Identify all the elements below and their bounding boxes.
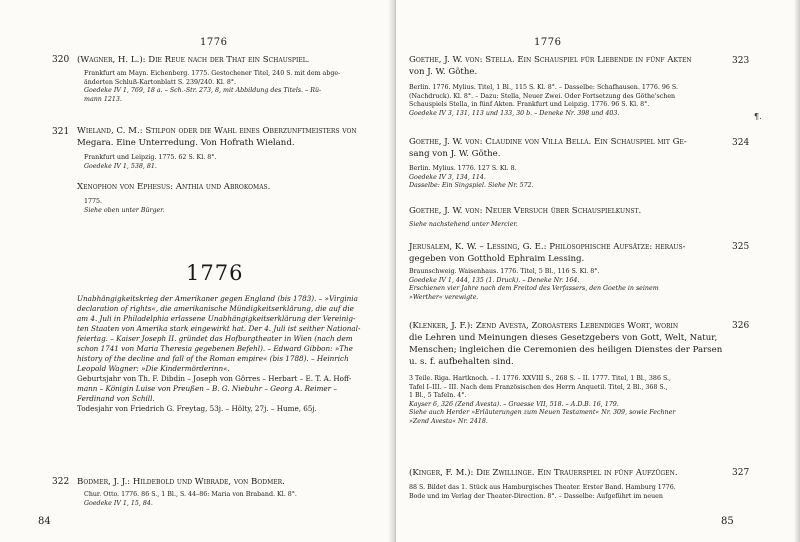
entry-number: 321	[52, 127, 70, 137]
entry-heading: Jerusalem, K. W. – Lessing, G. E.: Philosophische Aufsätze: heraus- gegeben von Gotthold Ephraim Lessing.	[409, 242, 686, 264]
entry-number: 323	[732, 56, 750, 66]
entry-number: 325	[732, 242, 750, 252]
right-page	[396, 0, 800, 542]
history-paragraph: Unabhängigkeitskrieg der Amerikaner gegen England (bis 1783). – »Virginia declaration of rights«, die amerikanische Mündigkeitserklärung, die auf die am 4. Juli in Philadelphia erlassene Unabhängigkeitserklärung der Vereinig- ten Staaten von Amerika stark eingewirkt hat. Der 4. Juli ist seither National- feiertag. – Kaiser Joseph II. gründet das Hofburgtheater in Wien (nach dem schon 1741 von Maria Theresia gegebenen Befehl). – Edward Gibbon: »The history of the decline and fall of the Roman empire« (bis 1788). – Heinrich Leopold Wagner: »Die Kindermörderinn«. Geburtsjahr von Th. F. Dibdin – Joseph von Görres – Herbart – E. T. A. Hoff- mann – Königin Luise von Preußen – B. G. Niebuhr – Georg A. Reimer – Ferdinand von Schill. Todesjahr von Friedrich G. Freytag, 53j. – Hölty, 27j. – Hume, 65j.	[77, 294, 361, 413]
entry-details: Chur. Otto. 1776. 86 S., 1 Bl., S. 44–86: Maria von Braband. Kl. 8°. Goedeke IV 1, 15, 84.	[84, 491, 297, 507]
entry-number: 326	[732, 321, 750, 331]
entry-details: 88 S. Bildet das 1. Stück aus Hamburgisches Theater. Erster Band. Hamburg 1776. Bode und im Verlag der Theater-Direction. 8°. – Dasselbe: Aufgeführt im neuen	[409, 484, 676, 500]
left-page	[0, 0, 396, 542]
running-head: 1776	[534, 37, 562, 48]
entry-number: 320	[52, 55, 70, 65]
entry-heading: Goethe, J. W. von: Stella. Ein Schauspiel für Liebende in fünf Akten von J. W. Göthe.	[409, 55, 692, 77]
page-number: 85	[721, 516, 734, 527]
entry-details: 3 Teile. Riga. Hartknoch. – I. 1776. XXVIII S., 268 S. – II. 1777. Titel, 1 Bl., 386 S., Tafel I–III. – III. Nach dem Französischen des Herrn Anquetil. Titel, 2 Bl., 368 S., 1 Bl., 5 Tafeln. 4°. Kayser 6, 326 (Zend Avesta). – Graesse VII, 518. – A.D.B. 16, 179. Siehe auch Herder »Erläuterungen zum Neuen Testament« Nr. 309, sowie Fechner »Zend Avesta« Nr. 2418.	[409, 375, 676, 425]
entry-heading: Wieland, C. M.: Stilpon oder die Wahl eines Oberzunftmeisters von Megara. Eine Unterredung. Von Hofrath Wieland.	[77, 126, 357, 148]
entry-details: 1775. Siehe oben unter Bürger.	[84, 198, 165, 214]
entry-number: 322	[52, 477, 70, 487]
entry-details: Frankfurt und Leipzig. 1775. 62 S. Kl. 8°. Goedeke IV 1, 538, 81.	[84, 154, 217, 170]
year-heading: 1776	[186, 261, 244, 285]
entry-heading: Goethe, J. W. von: Claudine von Villa Bella. Ein Schauspiel mit Ge- sang von J. W. Göthe.	[409, 137, 687, 159]
entry-heading: (Kinger, F. M.): Die Zwillinge. Ein Trauerspiel in fünf Aufzügen.	[409, 468, 678, 478]
entry-heading: Bodmer, J. J.: Hildebold und Wibrade, von Bodmer.	[77, 477, 285, 487]
entry-heading: Goethe, J. W. von: Neuer Versuch über Schauspielkunst.	[409, 206, 642, 216]
entry-details: Siehe nachstehend unter Mercier.	[409, 221, 518, 228]
entry-number: 324	[732, 138, 750, 148]
entry-heading: Xenophon von Ephesus: Anthia und Abrokomas.	[77, 182, 271, 192]
margin-mark: ¶.	[754, 112, 762, 121]
page-number: 84	[38, 516, 51, 527]
entry-heading: (Klenker, J. F.): Zend Avesta, Zoroasters Lebendiges Wort, worin die Lehren und Meinungen dieses Gesetzgebers von Gott, Welt, Natur, Menschen; ingleichen die Ceremonien des heiligen Dienstes der Parsen u. s. f. aufbehalten sind.	[409, 321, 723, 367]
page-edge	[794, 0, 800, 542]
entry-details: Braunschweig. Waisenhaus. 1776. Titel, 5 Bl., 116 S. Kl. 8°. Goedeke IV 1, 444, 135 (1. Druck). – Deneke Nr. 164. Erschienen vier Jahre nach dem Freitod des Verfassers, den Goethe in seinem »Werther« verewigte.	[409, 268, 659, 301]
entry-details: Berlin. 1776. Mylius. Titel, 1 Bl., 115 S. Kl. 8°. – Dasselbe: Schafhausen. 1776. 96 S. (Nachdruck). Kl. 8°. – Dazu: Stella, Neuer Zwei. Oder Fortsetzung des Göthe'schen Schauspiels Stella, in fünf Akten. Frankfurt und Leipzig. 1776. 96 S. Kl. 8°. Goedeke IV 3, 131, 113 und 133, 30 b. – Deneke Nr. 398 und 403.	[409, 84, 678, 117]
running-head: 1776	[200, 37, 228, 48]
entry-heading: (Wagner, H. L.): Die Reue nach der That ein Schauspiel.	[77, 55, 310, 65]
entry-details: Berlin. Mylius. 1776. 127 S. Kl. 8. Goedeke IV 3, 134, 114. Dasselbe: Ein Singspiel. Siehe Nr. 572.	[409, 165, 534, 190]
entry-number: 327	[732, 468, 750, 478]
entry-details: Frankfurt am Mayn. Eichenberg. 1775. Gestochener Titel, 240 S. mit dem abge- änderten Schluß-Kartonblatt S. 239/240. Kl. 8°. Goedeke IV 1, 769, 18 a. – Sch.-Str. 273, 8, mit Abbildung des Titels. – Rü- mann 1213.	[84, 70, 341, 103]
